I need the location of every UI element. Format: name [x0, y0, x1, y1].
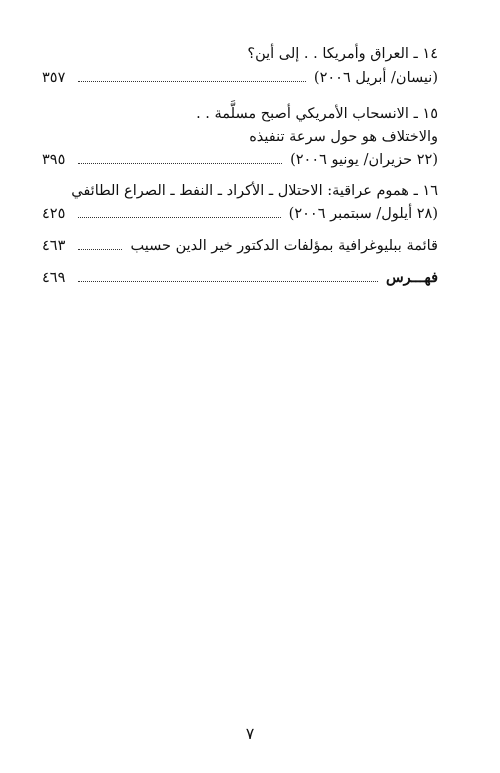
toc-entry-15-date: (٢٢ حزيران/ يونيو ٢٠٠٦)	[290, 152, 438, 168]
dot-leader	[78, 80, 306, 82]
toc-entry-bibliography-title: قائمة ببليوغرافية بمؤلفات الدكتور خير الدين حسيب	[130, 238, 438, 254]
toc-entry-15-title: ١٥ ـ الانسحاب الأمريكي أصبح مسلَّمة . .	[196, 106, 438, 122]
dot-leader	[78, 162, 282, 164]
toc-entry-14-title: ١٤ ـ العراق وأمريكا . . إلى أين؟	[247, 46, 438, 62]
toc-entry-15-page: ٣٩٥	[42, 152, 66, 168]
toc-entry-16-date: (٢٨ أيلول/ سبتمبر ٢٠٠٦)	[288, 206, 438, 222]
toc-entry-14[interactable]	[42, 68, 438, 88]
toc-entry-bibliography[interactable]	[42, 236, 438, 256]
toc-entry-15-title-line2: والاختلاف هو حول سرعة تنفيذه	[249, 129, 438, 145]
toc-entry-index-page: ٤٦٩	[42, 270, 66, 286]
toc-entry-16-page: ٤٢٥	[42, 206, 66, 222]
toc-entry-bibliography-page: ٤٦٣	[42, 238, 66, 254]
toc-entry-14-page: ٣٥٧	[42, 70, 66, 86]
dot-leader	[78, 280, 378, 282]
toc-entry-16[interactable]	[42, 204, 438, 224]
toc-entry-index[interactable]	[42, 268, 438, 288]
toc-entry-15[interactable]	[42, 150, 438, 170]
dot-leader	[78, 248, 122, 250]
dot-leader	[78, 216, 281, 218]
toc-entry-16-title: ١٦ ـ هموم عراقية: الاحتلال ـ الأكراد ـ النفط ـ الصراع الطائفي	[71, 183, 438, 199]
toc-entry-index-title: فهـــرس	[385, 269, 438, 286]
page-number: ٧	[245, 724, 255, 743]
toc-entry-14-date: (نيسان/ أبريل ٢٠٠٦)	[313, 70, 438, 86]
